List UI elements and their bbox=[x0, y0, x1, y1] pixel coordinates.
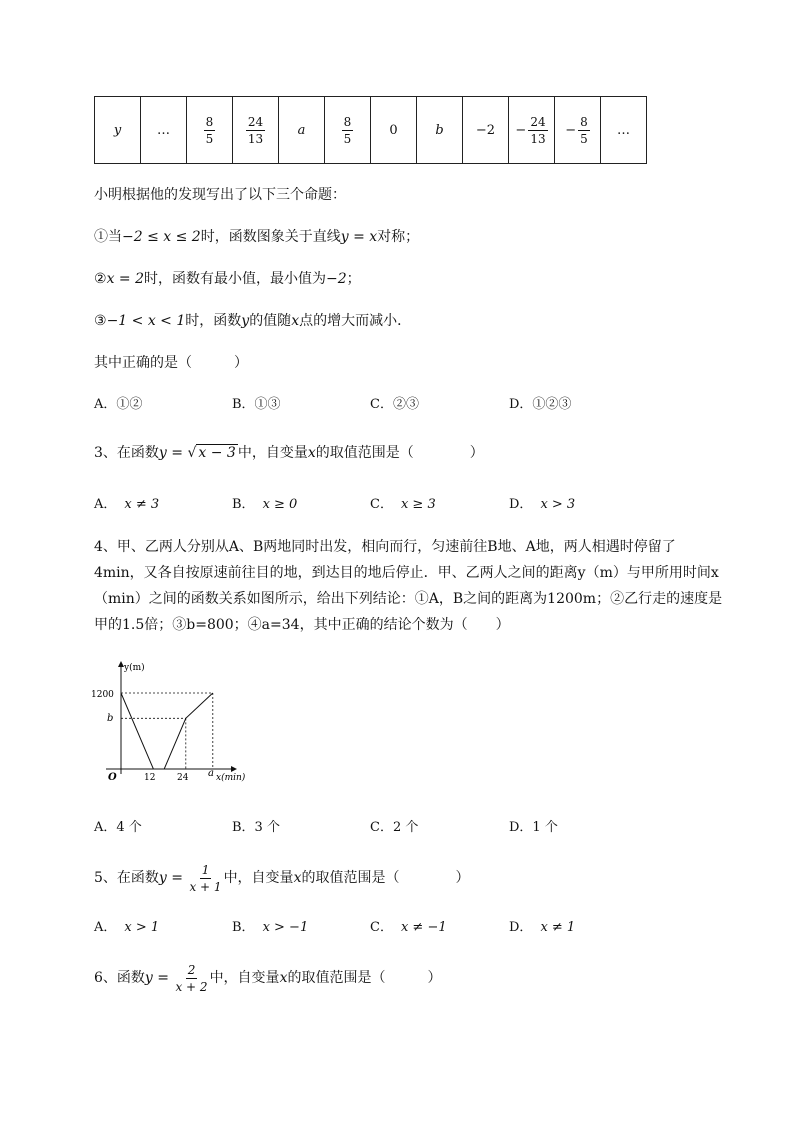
question-4-line-2: 4min，又各自按原速前往目的地，到达目的地后停止．甲、乙两人之间的距离y（m）与甲所用时间x bbox=[94, 565, 719, 581]
series-line bbox=[121, 693, 213, 769]
table-cell: a bbox=[279, 97, 325, 164]
question-5: 5、在函数y = $\frac{1}{x + 1}$ 中，自变量x的取值范围是（ ） bbox=[94, 862, 470, 894]
q4-option-d[interactable]: D．1 个 bbox=[509, 820, 558, 835]
q3-option-a[interactable]: A． x ≠ 3 bbox=[94, 497, 160, 512]
table-row-label: y bbox=[95, 97, 141, 164]
table-cell: $\frac{8}{5}$ bbox=[325, 97, 371, 164]
y-axis-label: y(m) bbox=[124, 663, 145, 673]
table-row bbox=[95, 97, 647, 164]
x-tick-24: 24 bbox=[177, 773, 189, 783]
table-cell: $\frac{8}{5}$ bbox=[187, 97, 233, 164]
question-6: 6、函数y = $\frac{2}{x + 2}$ 中，自变量x的取值范围是（ ） bbox=[94, 962, 442, 994]
origin-label: O bbox=[108, 772, 117, 783]
proposition-2: ②x = 2时，函数有最小值，最小值为−2； bbox=[94, 271, 361, 287]
q5-option-a[interactable]: A． x > 1 bbox=[94, 920, 160, 935]
q4-option-b[interactable]: B．3 个 bbox=[232, 820, 280, 835]
x-axis-label: x(min) bbox=[216, 773, 246, 783]
y-tick-b: b bbox=[107, 713, 114, 724]
x-tick-a: a bbox=[208, 768, 214, 779]
table-cell: … bbox=[601, 97, 647, 164]
q3-option-b[interactable]: B． x ≥ 0 bbox=[232, 497, 298, 512]
q5-option-c[interactable]: C． x ≠ −1 bbox=[370, 920, 447, 935]
table-cell: $\frac{24}{13}$ bbox=[233, 97, 279, 164]
distance-time-graph bbox=[88, 656, 258, 788]
q2-option-b[interactable]: B．①③ bbox=[232, 397, 281, 412]
q2-option-c[interactable]: C．②③ bbox=[370, 397, 419, 412]
q3-option-c[interactable]: C． x ≥ 3 bbox=[370, 497, 436, 512]
proposition-1: ①当−2 ≤ x ≤ 2时，函数图象关于直线y = x对称； bbox=[94, 229, 420, 245]
question-4-line-1: 4、甲、乙两人分别从A、B两地同时出发，相向而行，匀速前往B地、A地，两人相遇时停留了 bbox=[94, 539, 676, 555]
q4-option-a[interactable]: A．4 个 bbox=[94, 820, 142, 835]
q5-option-b[interactable]: B． x > −1 bbox=[232, 920, 309, 935]
question-3: 3、在函数y = √ x − 3 中，自变量x的取值范围是（ ） bbox=[94, 445, 484, 461]
q6-fraction: $\frac{2}{x + 2}$ bbox=[175, 962, 208, 994]
x-tick-12: 12 bbox=[144, 773, 156, 783]
y-tick-1200: 1200 bbox=[91, 690, 114, 700]
q5-option-d[interactable]: D． x ≠ 1 bbox=[509, 920, 576, 935]
table-cell: … bbox=[141, 97, 187, 164]
guide-lines bbox=[121, 693, 213, 769]
question-2-prompt: 其中正确的是（ ） bbox=[94, 355, 248, 371]
q4-option-c[interactable]: C．2 个 bbox=[370, 820, 419, 835]
table-cell: 0 bbox=[371, 97, 417, 164]
q3-option-d[interactable]: D． x > 3 bbox=[509, 497, 576, 512]
question-4-line-3: （min）之间的函数关系如图所示，给出下列结论：①A，B之间的距离为1200m；②乙行走的速度是 bbox=[94, 591, 723, 607]
sqrt-sign: √ bbox=[187, 445, 197, 461]
table-cell: b bbox=[417, 97, 463, 164]
table-cell: − $\frac{8}{5}$ bbox=[555, 97, 601, 164]
intro-text: 小明根据他的发现写出了以下三个命题： bbox=[94, 187, 346, 203]
proposition-3: ③−1 < x < 1时，函数y的值随x点的增大而减小． bbox=[94, 313, 412, 329]
q5-fraction: $\frac{1}{x + 1}$ bbox=[189, 862, 222, 894]
q2-option-a[interactable]: A．①② bbox=[94, 397, 143, 412]
table-cell: − $\frac{24}{13}$ bbox=[509, 97, 555, 164]
table-cell: −2 bbox=[463, 97, 509, 164]
value-table bbox=[94, 96, 647, 164]
question-4-line-4: 甲的1.5倍；③b=800；④a=34，其中正确的结论个数为（ ） bbox=[94, 617, 510, 633]
q2-option-d[interactable]: D．①②③ bbox=[509, 397, 572, 412]
